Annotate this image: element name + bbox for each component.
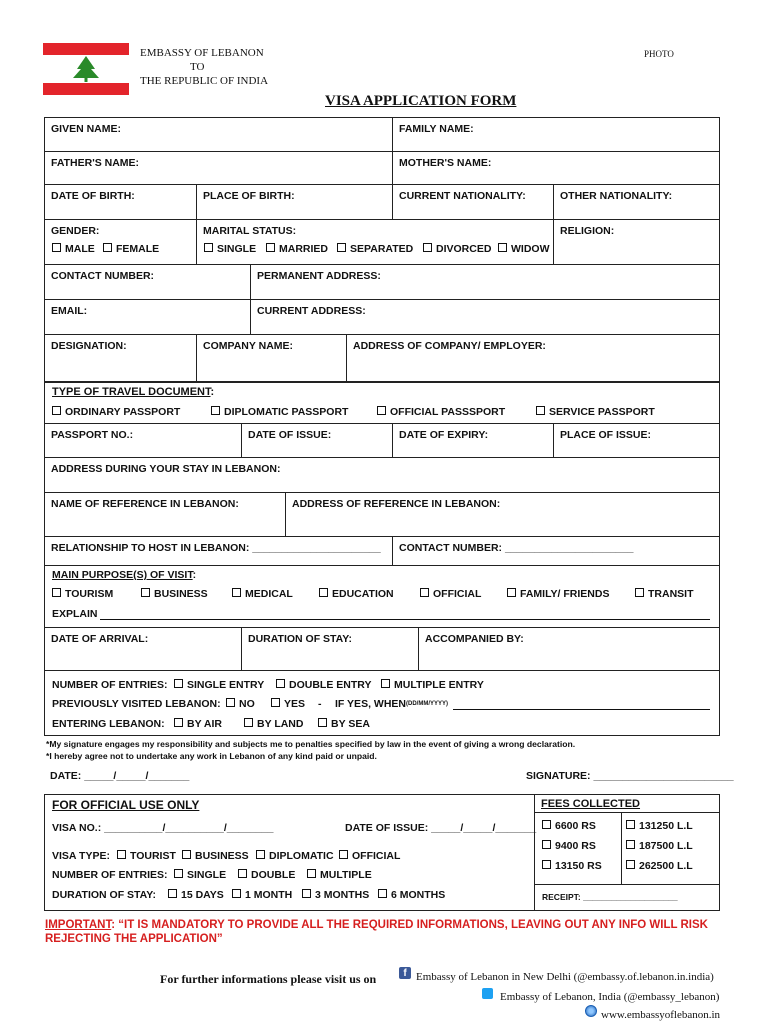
checkbox-icon (266, 243, 275, 252)
duration-15-days[interactable]: 15 DAYS (168, 889, 224, 901)
important-notice (45, 918, 725, 946)
visa-type-diplomatic[interactable]: DIPLOMATIC (256, 850, 334, 862)
dash-separator: - (318, 698, 322, 710)
official-multiple-entry[interactable]: MULTIPLE (307, 869, 372, 881)
designation-label: DESIGNATION: (51, 340, 127, 352)
mothers-name-field[interactable] (392, 151, 720, 185)
purpose-heading: MAIN PURPOSE(S) OF VISIT: (52, 569, 197, 581)
embassy-line3: THE REPUBLIC OF INDIA (140, 75, 269, 87)
passport-issue-date-label: DATE OF ISSUE: (248, 429, 332, 441)
by-land-option[interactable]: BY LAND (244, 718, 303, 730)
contact-number-label: CONTACT NUMBER: (51, 270, 155, 282)
explain-label: EXPLAIN (52, 608, 98, 620)
checkbox-icon (174, 869, 183, 878)
fee-6600-rs[interactable]: 6600 RS (542, 820, 596, 832)
checkbox-icon (117, 850, 126, 859)
fee-131250-ll[interactable]: 131250 L.L (626, 820, 693, 832)
twitter-icon (482, 988, 493, 999)
photo-label: PHOTO (644, 49, 674, 59)
checkbox-icon (141, 588, 150, 597)
checkbox-icon (635, 588, 644, 597)
gender-male-option[interactable]: MALE (52, 243, 95, 255)
address-stay-label: ADDRESS DURING YOUR STAY IN LEBANON: (51, 463, 281, 475)
checkbox-icon (337, 243, 346, 252)
checkbox-icon (507, 588, 516, 597)
visited-yes-option[interactable]: YES (271, 698, 305, 710)
current-address-label: CURRENT ADDRESS: (257, 305, 366, 317)
official-single-entry[interactable]: SINGLE (174, 869, 226, 881)
checkbox-icon (626, 860, 635, 869)
official-duration-label: DURATION OF STAY: (52, 889, 157, 901)
reference-name-label: NAME OF REFERENCE IN LEBANON: (51, 498, 239, 510)
declaration-line2: *I hereby agree not to undertake any work in Lebanon of any kind paid or unpaid. (46, 751, 377, 761)
footer-visit-text: For further informations please visit us on (160, 972, 377, 986)
official-double-entry[interactable]: DOUBLE (238, 869, 295, 881)
checkbox-icon (423, 243, 432, 252)
facebook-icon: f (399, 967, 411, 979)
marital-widow-option[interactable]: WIDOW (498, 243, 550, 255)
service-passport-option[interactable]: SERVICE PASSPORT (536, 406, 655, 418)
if-yes-label: IF YES, WHEN (335, 698, 406, 710)
family-name-label: FAMILY NAME: (399, 123, 474, 135)
checkbox-icon (276, 679, 285, 688)
embassy-line1: EMBASSY OF LEBANON (140, 47, 264, 59)
current-address-field[interactable] (250, 299, 720, 335)
purpose-education-option[interactable]: EDUCATION (319, 588, 394, 600)
checkbox-icon (319, 588, 328, 597)
fee-13150-rs[interactable]: 13150 RS (542, 860, 602, 872)
email-label: EMAIL: (51, 305, 88, 317)
marital-status-field (196, 219, 554, 265)
date-of-birth-field[interactable] (44, 184, 197, 220)
diplomatic-passport-option[interactable]: DIPLOMATIC PASSPORT (211, 406, 348, 418)
mothers-name-label: MOTHER'S NAME: (399, 157, 492, 169)
address-stay-field[interactable] (44, 457, 720, 493)
gender-female-option[interactable]: FEMALE (103, 243, 159, 255)
declaration-date[interactable]: DATE: _____/_____/_______ (50, 770, 190, 782)
religion-field[interactable] (553, 219, 720, 265)
purpose-medical-option[interactable]: MEDICAL (232, 588, 293, 600)
accompanied-by-field[interactable] (418, 627, 720, 671)
checkbox-icon (420, 588, 429, 597)
date-of-birth-label: DATE OF BIRTH: (51, 190, 135, 202)
purpose-transit-option[interactable]: TRANSIT (635, 588, 694, 600)
checkbox-icon (318, 718, 327, 727)
form-title: VISA APPLICATION FORM (325, 93, 517, 109)
fathers-name-label: FATHER'S NAME: (51, 157, 140, 169)
fees-heading: FEES COLLECTED (541, 798, 641, 810)
place-of-issue-field[interactable] (553, 423, 720, 458)
checkbox-icon (377, 406, 386, 415)
gender-field (44, 219, 197, 265)
contact-number-field[interactable] (44, 264, 251, 300)
checkbox-icon (103, 243, 112, 252)
by-air-option[interactable]: BY AIR (174, 718, 222, 730)
globe-icon (585, 1005, 597, 1017)
given-name-field[interactable] (44, 117, 393, 152)
official-entries-label: NUMBER OF ENTRIES: (52, 869, 168, 881)
checkbox-icon (542, 860, 551, 869)
fees-divider-bottom (534, 884, 720, 885)
relationship-label: RELATIONSHIP TO HOST IN LEBANON: ______________________ (51, 542, 381, 554)
fee-9400-rs[interactable]: 9400 RS (542, 840, 596, 852)
accompanied-by-label: ACCOMPANIED BY: (425, 633, 524, 645)
visit-date-input[interactable] (453, 709, 710, 710)
visa-type-official[interactable]: OFFICIAL (339, 850, 400, 862)
current-nationality-field[interactable] (392, 184, 554, 220)
gender-label: GENDER: (51, 225, 100, 237)
visa-no-field[interactable]: VISA NO.: __________/__________/________ (52, 822, 274, 834)
visa-type-business[interactable]: BUSINESS (182, 850, 249, 862)
checkbox-icon (536, 406, 545, 415)
checkbox-icon (211, 406, 220, 415)
relationship-field[interactable] (44, 536, 393, 566)
passport-expiry-field[interactable] (392, 423, 554, 458)
passport-no-field[interactable] (44, 423, 242, 458)
fee-187500-ll[interactable]: 187500 L.L (626, 840, 693, 852)
lebanon-flag (43, 43, 129, 95)
checkbox-icon (626, 840, 635, 849)
checkbox-icon (226, 698, 235, 707)
marital-married-option[interactable]: MARRIED (266, 243, 328, 255)
checkbox-icon (302, 889, 311, 898)
checkbox-icon (307, 869, 316, 878)
twitter-link[interactable]: Embassy of Lebanon, India (@embassy_lebanon) (500, 991, 720, 1003)
website-link[interactable]: www.embassyoflebanon.in (601, 1009, 721, 1021)
company-name-label: COMPANY NAME: (203, 340, 294, 352)
important-label: IMPORTANT (45, 919, 112, 931)
checkbox-icon (168, 889, 177, 898)
checkbox-icon (232, 588, 241, 597)
checkbox-icon (381, 679, 390, 688)
embassy-heading (140, 46, 268, 88)
designation-field[interactable] (44, 334, 197, 382)
marital-single-option[interactable]: SINGLE (204, 243, 256, 255)
marital-divorced-option[interactable]: DIVORCED (423, 243, 491, 255)
checkbox-icon (378, 889, 387, 898)
purpose-tourism-option[interactable]: TOURISM (52, 588, 113, 600)
official-use-heading: FOR OFFICIAL USE ONLY (52, 798, 200, 812)
purpose-official-option[interactable]: OFFICIAL (420, 588, 481, 600)
other-nationality-label: OTHER NATIONALITY: (560, 190, 673, 202)
checkbox-icon (542, 840, 551, 849)
number-entries-label: NUMBER OF ENTRIES: (52, 679, 168, 691)
checkbox-icon (271, 698, 280, 707)
travel-document-heading: TYPE OF TRAVEL DOCUMENT: (52, 386, 215, 398)
checkbox-icon (626, 820, 635, 829)
given-name-label: GIVEN NAME: (51, 123, 122, 135)
checkbox-icon (204, 243, 213, 252)
family-name-field[interactable] (392, 117, 720, 152)
checkbox-icon (174, 718, 183, 727)
place-of-birth-field[interactable] (196, 184, 393, 220)
checkbox-icon (244, 718, 253, 727)
visa-type-tourist[interactable]: TOURIST (117, 850, 176, 862)
company-address-field[interactable] (346, 334, 720, 382)
permanent-address-label: PERMANENT ADDRESS: (257, 270, 381, 282)
ordinary-passport-option[interactable]: ORDINARY PASSPORT (52, 406, 180, 418)
declaration-line1: *My signature engages my responsibility and subjects me to penalties specified by law in the event of giving a wrong declaration. (46, 739, 576, 749)
reference-address-field[interactable] (285, 492, 720, 537)
checkbox-icon (52, 588, 61, 597)
other-nationality-field[interactable] (553, 184, 720, 220)
checkbox-icon (256, 850, 265, 859)
passport-expiry-label: DATE OF EXPIRY: (399, 429, 489, 441)
company-name-field[interactable] (196, 334, 347, 382)
single-entry-option[interactable]: SINGLE ENTRY (174, 679, 264, 691)
date-of-arrival-label: DATE OF ARRIVAL: (51, 633, 149, 645)
visited-no-option[interactable]: NO (226, 698, 255, 710)
entering-lebanon-label: ENTERING LEBANON: (52, 718, 165, 730)
checkbox-icon (542, 820, 551, 829)
official-passport-option[interactable]: OFFICIAL PASSSPORT (377, 406, 505, 418)
fees-divider (534, 812, 720, 813)
checkbox-icon (174, 679, 183, 688)
explain-input[interactable] (100, 619, 710, 620)
fee-262500-ll[interactable]: 262500 L.L (626, 860, 693, 872)
checkbox-icon (498, 243, 507, 252)
passport-no-label: PASSPORT NO.: (51, 429, 134, 441)
email-field[interactable] (44, 299, 251, 335)
fees-divider-vertical (621, 812, 622, 884)
checkbox-icon (232, 889, 241, 898)
duration-6-months[interactable]: 6 MONTHS (378, 889, 445, 901)
marital-separated-option[interactable]: SEPARATED (337, 243, 413, 255)
visa-type-label: VISA TYPE: (52, 850, 110, 862)
facebook-link[interactable]: Embassy of Lebanon in New Delhi (@embassy.of.lebanon.in.india) (416, 971, 714, 983)
purpose-business-option[interactable]: BUSINESS (141, 588, 208, 600)
company-address-label: ADDRESS OF COMPANY/ EMPLOYER: (353, 340, 546, 352)
permanent-address-field[interactable] (250, 264, 720, 300)
duration-1-month[interactable]: 1 MONTH (232, 889, 292, 901)
passport-issue-date-field[interactable] (241, 423, 393, 458)
by-sea-option[interactable]: BY SEA (318, 718, 370, 730)
reference-contact-label: CONTACT NUMBER: ______________________ (399, 542, 634, 554)
checkbox-icon (52, 243, 61, 252)
multiple-entry-option[interactable]: MULTIPLE ENTRY (381, 679, 484, 691)
visa-issue-date-field[interactable]: DATE OF ISSUE: _____/_____/_______ (345, 822, 537, 834)
signature-field[interactable]: SIGNATURE: ________________________ (526, 770, 734, 782)
embassy-line2: TO (190, 61, 205, 73)
duration-3-months[interactable]: 3 MONTHS (302, 889, 369, 901)
reference-name-field[interactable] (44, 492, 286, 537)
fathers-name-field[interactable] (44, 151, 393, 185)
place-of-birth-label: PLACE OF BIRTH: (203, 190, 295, 202)
reference-address-label: ADDRESS OF REFERENCE IN LEBANON: (292, 498, 501, 510)
date-of-arrival-field[interactable] (44, 627, 242, 671)
checkbox-icon (339, 850, 348, 859)
place-of-issue-label: PLACE OF ISSUE: (560, 429, 652, 441)
reference-contact-field[interactable] (392, 536, 720, 566)
receipt-field[interactable]: RECEIPT: ____________________ (542, 892, 678, 902)
marital-status-label: MARITAL STATUS: (203, 225, 297, 237)
checkbox-icon (182, 850, 191, 859)
checkbox-icon (52, 406, 61, 415)
purpose-family-option[interactable]: FAMILY/ FRIENDS (507, 588, 609, 600)
double-entry-option[interactable]: DOUBLE ENTRY (276, 679, 371, 691)
current-nationality-label: CURRENT NATIONALITY: (399, 190, 526, 202)
duration-of-stay-label: DURATION OF STAY: (248, 633, 353, 645)
religion-label: RELIGION: (560, 225, 615, 237)
previously-visited-label: PREVIOUSLY VISITED LEBANON: (52, 698, 221, 710)
date-format-hint: (DD/MM/YYYY) (406, 701, 448, 707)
important-message: : “IT IS MANDATORY TO PROVIDE ALL THE REQUIRED INFORMATIONS, LEAVING OUT ANY INFO WILL RISK REJECTING THE APPLICATION” (45, 919, 708, 945)
duration-of-stay-field[interactable] (241, 627, 419, 671)
checkbox-icon (238, 869, 247, 878)
